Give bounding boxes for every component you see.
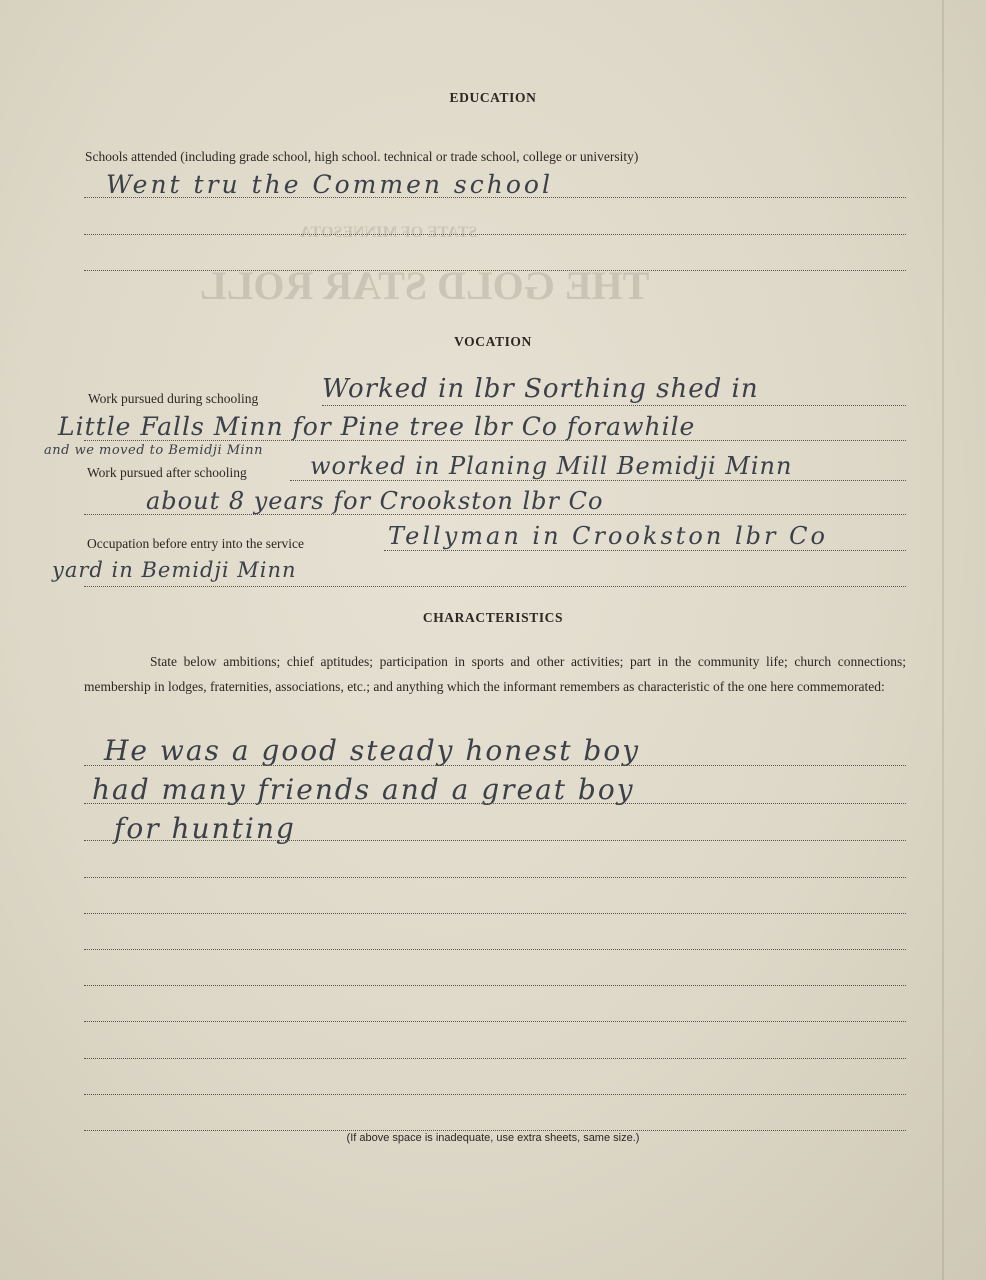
answer-line (84, 840, 906, 841)
work-during-schooling-answer-3: and we moved to Bemidji Minn (44, 443, 263, 458)
schools-attended-answer: Went tru the Commen school (106, 170, 553, 199)
answer-line (384, 550, 906, 551)
answer-line (84, 765, 906, 766)
work-during-schooling-label: Work pursued during schooling (88, 391, 259, 406)
answer-line (84, 949, 906, 950)
schools-attended-label: Schools attended (including grade school, high school. technical or trade school, college or university) (85, 149, 639, 164)
occupation-before-service-label: Occupation before entry into the service (87, 536, 305, 551)
answer-line (84, 913, 906, 914)
characteristics-instructions (84, 650, 906, 699)
answer-line (84, 985, 906, 986)
answer-line (84, 1058, 906, 1059)
answer-line (84, 1094, 906, 1095)
answer-line (84, 803, 906, 804)
answer-line (84, 514, 906, 515)
characteristics-answer-2: had many friends and a great boy (92, 773, 635, 806)
footnote: (If above space is inadequate, use extra sheets, same size.) (346, 1132, 640, 1144)
work-during-schooling-answer-2: Little Falls Minn for Pine tree lbr Co forawhile (58, 412, 696, 441)
work-after-schooling-answer-2: about 8 years for Crookston lbr Co (146, 487, 604, 515)
education-heading: EDUCATION (449, 90, 537, 105)
answer-line (322, 405, 906, 406)
answer-line (84, 440, 906, 441)
occupation-before-service-answer-2: yard in Bemidji Minn (52, 558, 297, 582)
characteristics-heading: CHARACTERISTICS (422, 610, 564, 625)
answer-line (84, 586, 906, 587)
work-during-schooling-answer-1: Worked in lbr Sorthing shed in (322, 374, 759, 404)
fold-crease (942, 0, 944, 1280)
characteristics-instructions-text: State below ambitions; chief aptitudes; participation in sports and other activities; part in the community life; church connections; membership in lodges, fraternities, associations, etc.; and anything which the informant remembers as characteristic of the one here commemorated: (84, 654, 906, 694)
characteristics-answer-1: He was a good steady honest boy (104, 734, 641, 767)
answer-line (84, 270, 906, 271)
answer-line (84, 877, 906, 878)
answer-line (84, 197, 906, 198)
work-after-schooling-label: Work pursued after schooling (87, 465, 247, 480)
vocation-heading: VOCATION (454, 334, 532, 349)
characteristics-answer-3: for hunting (114, 812, 296, 845)
answer-line (290, 480, 906, 481)
work-after-schooling-answer-1: worked in Planing Mill Bemidji Minn (310, 452, 793, 480)
answer-line (84, 1021, 906, 1022)
bleed-through-text: THE GOLD STAR ROLL (200, 263, 650, 308)
bleed-through-text: STATE OF MINNESOTA (300, 224, 478, 241)
occupation-before-service-answer-1: Tellyman in Crookston lbr Co (388, 522, 828, 550)
answer-line (84, 234, 906, 235)
answer-line (84, 1130, 906, 1131)
